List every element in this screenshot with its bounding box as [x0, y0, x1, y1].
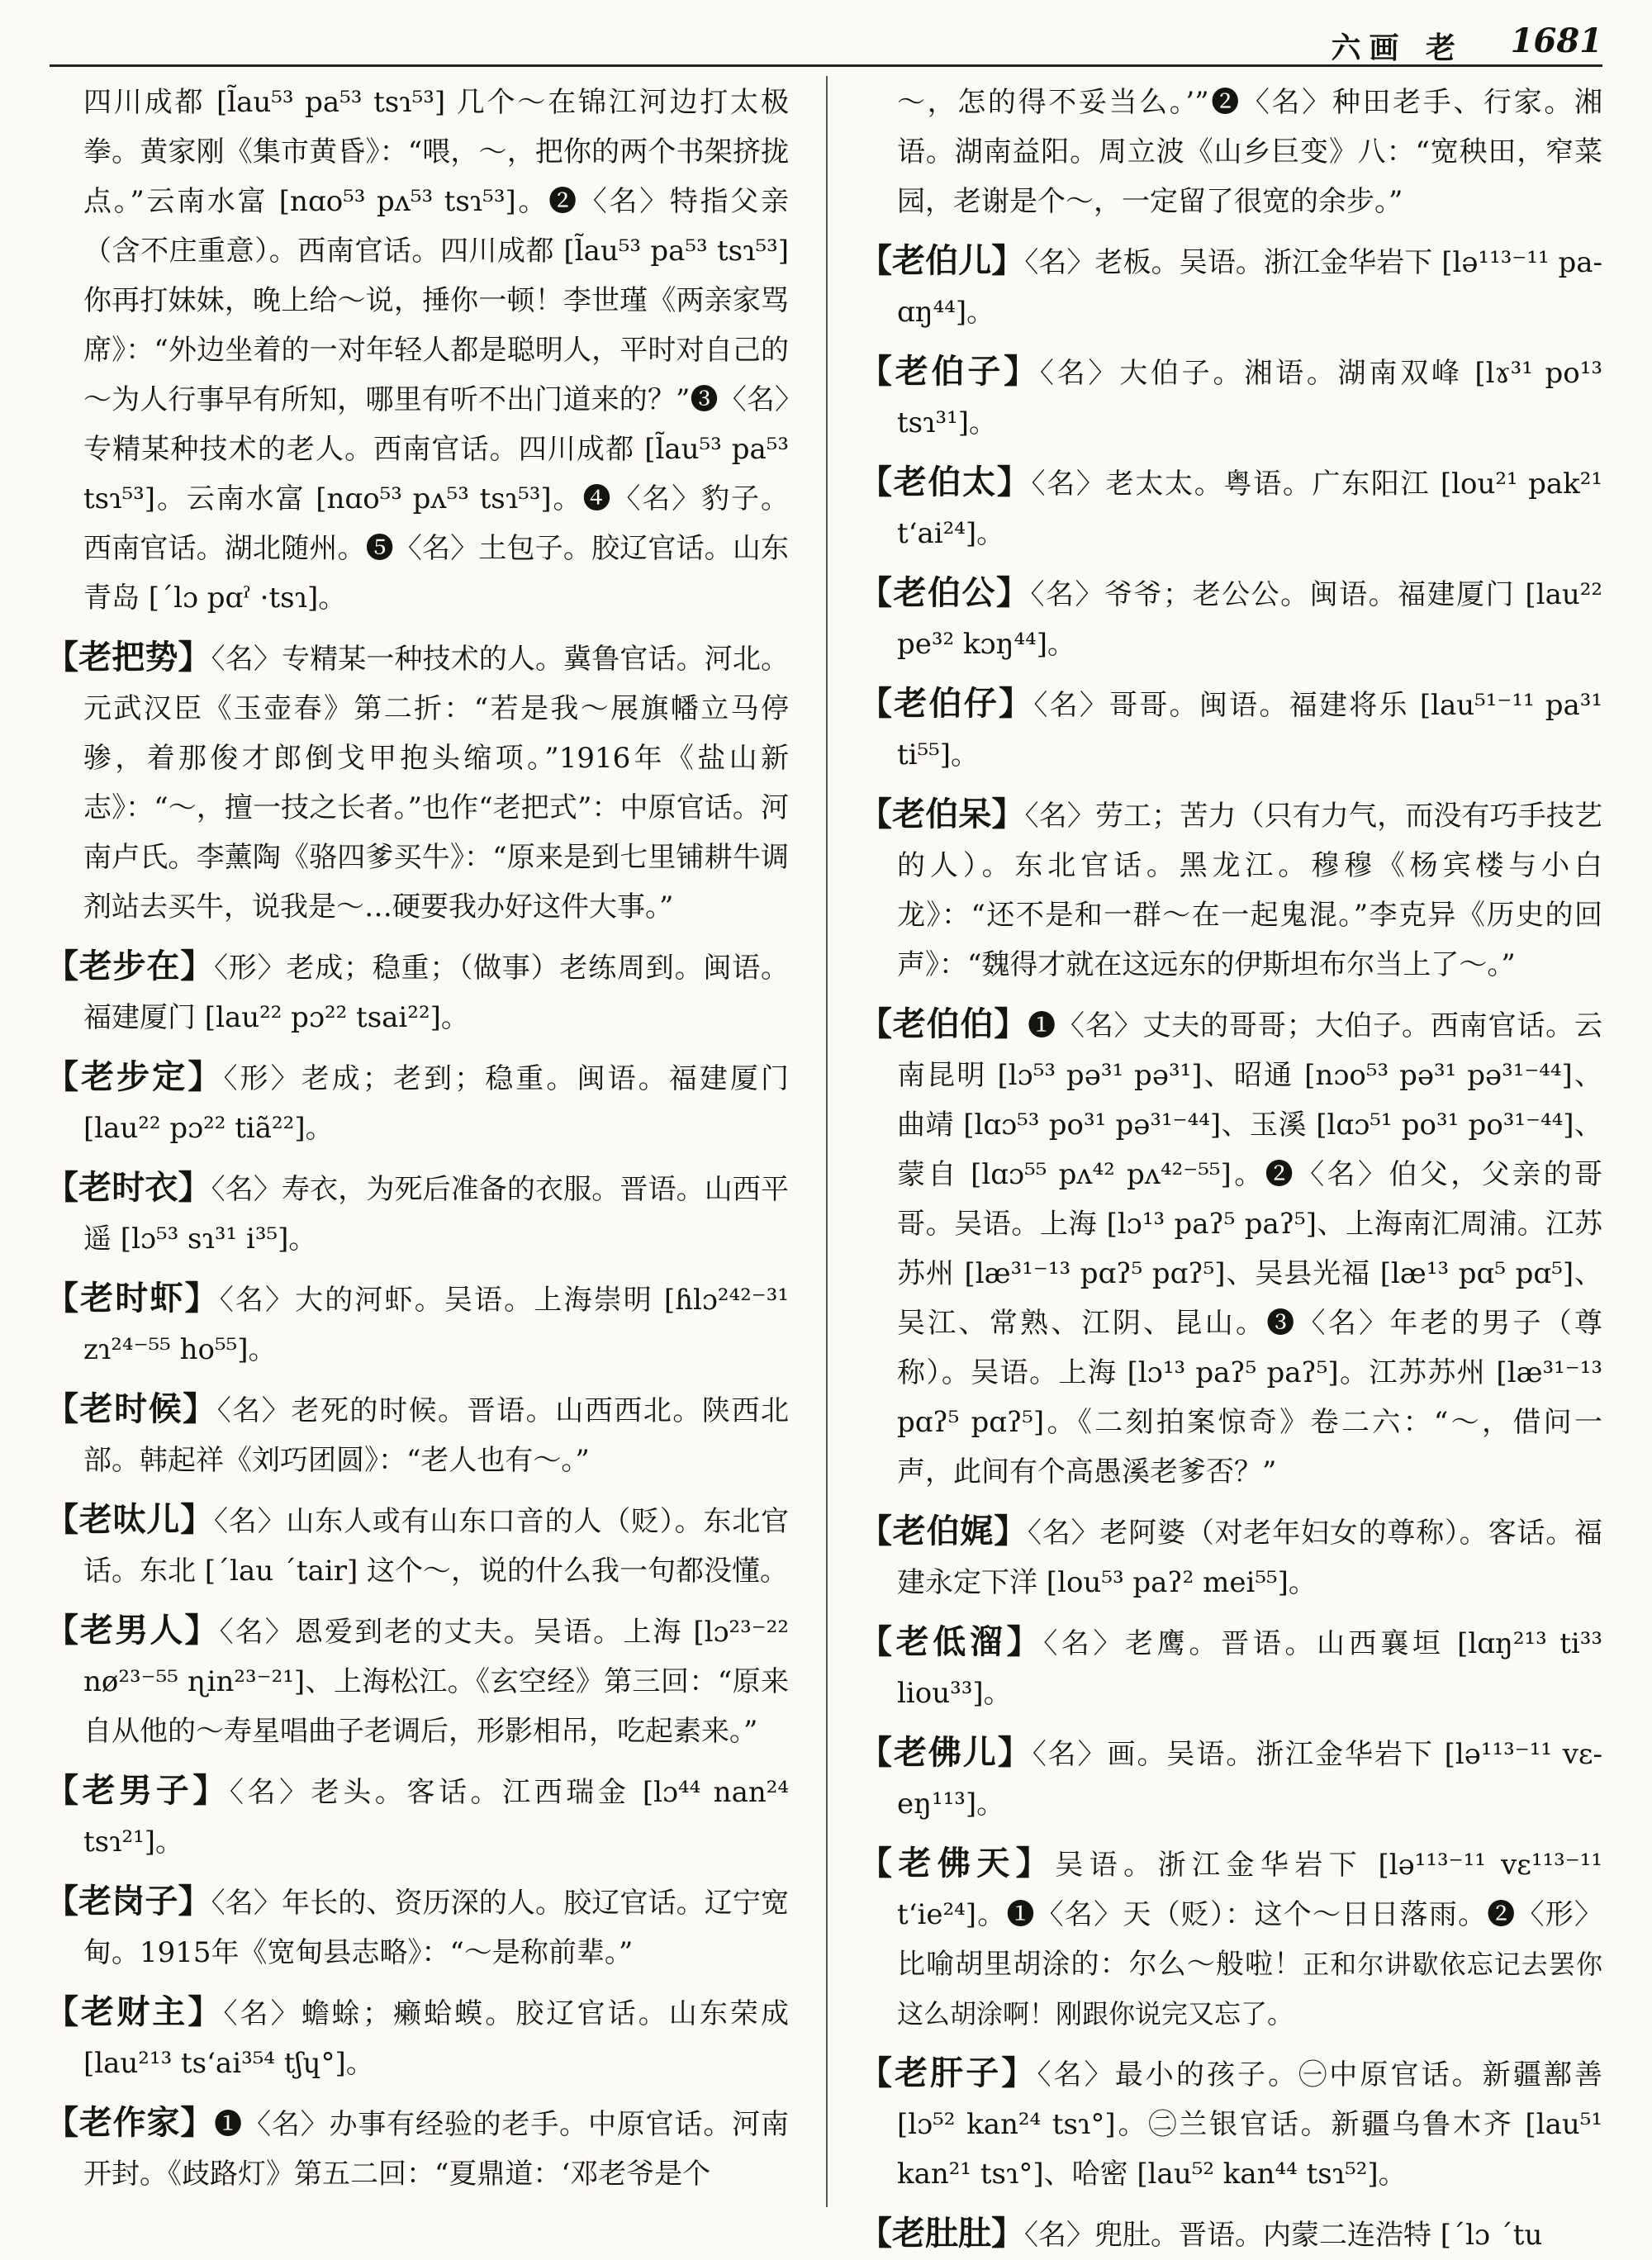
entry-definition: 〈名〉山东人或有山东口音的人（贬）。东北官话。东北 [ˊlau ˊtair] 这个～，说的什么我一句都没懂。 — [83, 1505, 789, 1588]
entry-headword: 【老伯公】 — [859, 573, 1031, 612]
entry-definition: 〈名〉老阿婆（对老年妇女的尊称）。客话。福建永定下洋 [lou⁵³ paʔ² mei⁵⁵]。 — [897, 1517, 1602, 1599]
entry-definition: 〈名〉画。吴语。浙江金华岩下 [lə¹¹³⁻¹¹ vɛ-eŋ¹¹³]。 — [897, 1738, 1603, 1821]
entry-definition: 〈名〉恩爱到老的丈夫。吴语。上海 [lɔ²³⁻²² nø²³⁻⁵⁵ ɳin²³⁻²¹]、上海松江。《玄空经》第三回：“原来自从他的～寿星唱曲子老调后，形影相吊，吃起素来。” — [83, 1616, 790, 1748]
dictionary-entry — [45, 633, 789, 932]
page-number: 1681 — [1510, 21, 1602, 60]
dictionary-entry — [859, 1728, 1602, 1829]
entry-headword: 【老伯呆】 — [859, 795, 1025, 833]
entry-definition: 吴语。浙江金华岩下 [lə¹¹³⁻¹¹ vɛ¹¹³⁻¹¹ tʻie²⁴]。❶〈名〉天（贬）：这个～日日落雨。❷〈形〉比喻胡里胡涂的：尔么～般啦！ — [897, 1849, 1603, 1981]
entry-definition: 〈名〉老死的时候。晋语。山西西北。陕西北部。韩起祥《刘巧团圆》：“老人也有～。” — [83, 1394, 790, 1477]
entry-headword: 【老步在】 — [45, 947, 214, 985]
entry-definition: ❶〈名〉丈夫的哥哥；大伯子。西南官话。云南昆明 [lɔ⁵³ pə³¹ pə³¹]、昭通 [nɔo⁵³ pə³¹ pə³¹⁻⁴⁴]、曲靖 [lɑɔ⁵³ po³¹ pə³¹⁻⁴⁴]、玉溪 [lɑɔ⁵¹ po³¹ po³¹⁻⁴⁴]、蒙自 [lɑɔ⁵⁵ pʌ⁴² pʌ⁴²⁻⁵⁵]。❷〈名〉伯父，父亲的哥哥。吴语。上海 [lɔ¹³ paʔ⁵ paʔ⁵]、上海南汇周浦。江苏苏州 [læ³¹⁻¹³ pɑʔ⁵ pɑʔ⁵]、吴县光福 [læ¹³ pɑ⁵ pɑ⁵]、吴江、常熟、江阴、昆山。❸〈名〉年老的男子（尊称）。吴语。上海 [lɔ¹³ paʔ⁵ paʔ⁵]。江苏苏州 [læ³¹⁻¹³ pɑʔ⁵ pɑʔ⁵]。《二刻拍案惊奇》卷二六：“～，借问一声，此间有个高愚溪老爹否？” — [897, 1009, 1603, 1488]
dictionary-entry — [45, 1052, 789, 1153]
entry-definition: 〈名〉爷爷；老公公。闽语。福建厦门 [lau²² pe³² kɔŋ⁴⁴]。 — [897, 578, 1603, 661]
dictionary-entry — [45, 1163, 789, 1264]
entry-definition: 〈名〉蟾蜍；癞蛤蟆。胶辽官话。山东荣成 [lau²¹³ tsʻai³⁵⁴ tʃɥ°]。 — [83, 1997, 790, 2080]
entry-headword: 【老男子】 — [45, 1771, 230, 1810]
dictionary-entry — [859, 236, 1602, 337]
dictionary-entry — [859, 2049, 1602, 2199]
dictionary-entry — [45, 1495, 789, 1596]
entry-definition: 〈名〉大伯子。湘语。湖南双峰 [lɤ³¹ po¹³ tsɿ³¹]。 — [897, 357, 1603, 439]
entry-headword: 【老岗子】 — [45, 1882, 211, 1921]
entry-definition: 〈名〉最小的孩子。㊀中原官话。新疆鄯善 [lɔ⁵² kan²⁴ tsɿ°]。㊁兰银官话。新疆乌鲁木齐 [lau⁵¹ kan²¹ tsɿ°]、哈密 [lau⁵² kan⁴⁴ tsɿ⁵²]。 — [897, 2058, 1603, 2191]
dictionary-entry — [859, 347, 1602, 448]
entry-headword: 【老步定】 — [45, 1057, 224, 1096]
dictionary-entry — [859, 458, 1602, 558]
dictionary-entry — [45, 1877, 789, 1978]
dictionary-entry — [859, 568, 1602, 669]
entry-definition: 〈名〉兜肚。晋语。内蒙二连浩特 [ˊlɔ ˊtu — [1024, 2219, 1543, 2252]
right-column — [859, 76, 1603, 2253]
entry-headword: 【老财主】 — [45, 1992, 224, 2031]
entry-headword: 【老伯太】 — [859, 463, 1032, 501]
dictionary-entry — [45, 942, 789, 1042]
entry-headword: 【老呔儿】 — [45, 1500, 214, 1539]
dictionary-entry — [45, 1987, 789, 2088]
dictionary-entry — [859, 1839, 1602, 2039]
dictionary-entry — [859, 1617, 1602, 1718]
entry-headword: 【老伯娓】 — [859, 1512, 1028, 1550]
entry-definition: 〈名〉老板。吴语。浙江金华岩下 [lə¹¹³⁻¹¹ pa-ɑŋ⁴⁴]。 — [897, 246, 1602, 329]
entry-headword: 【老肚肚】 — [859, 2214, 1024, 2253]
page-header — [50, 15, 1602, 67]
entry-definition: 〈形〉老成；老到；稳重。闽语。福建厦门 [lau²² pɔ²² tiã²²]。 — [83, 1062, 790, 1145]
column-divider — [826, 76, 828, 2207]
entry-headword: 【老伯仔】 — [859, 684, 1034, 723]
section-title: 六画 老 — [1331, 31, 1464, 65]
entry-headword: 【老作家】 — [45, 2103, 215, 2142]
entry-definition: 〈名〉专精某一种技术的人。冀鲁官话。河北。元武汉臣《玉壶春》第二折：“若是我～展旗幡立马停骖，着那俊才郎倒戈甲抱头缩项。”1916年《盐山新志》：“～，擅一技之长者。”也作“老把式”：中原官话。河南卢氏。李薰陶《骆四爹买牛》：“原来是到七里铺耕牛调剂站去买牛，说我是～…硬要我办好这件大事。” — [83, 643, 790, 923]
entry-definition: 〈名〉寿衣，为死后准备的衣服。晋语。山西平遥 [lɔ⁵³ sɿ³¹ i³⁵]。 — [83, 1173, 790, 1256]
entry-definition: 〈名〉年长的、资历深的人。胶辽官话。辽宁宽甸。1915年《宽甸县志略》：“～是称前辈。” — [83, 1887, 790, 1969]
dictionary-entry — [859, 999, 1602, 1497]
dictionary-entry — [45, 1274, 789, 1375]
entry-definition: 〈名〉劳工；苦力（只有力气，而没有巧手技艺的人）。东北官话。黑龙江。穆穆《杨宾楼与小白龙》：“还不是和一群～在一起鬼混。”李克异《历史的回声》：“魏得才就在这远东的伊斯坦布尔当上了～。” — [897, 800, 1603, 981]
entry-definition: 〈形〉老成；稳重；（做事）老练周到。闽语。福建厦门 [lau²² pɔ²² tsai²²]。 — [83, 952, 789, 1034]
entry-headword: 【老佛儿】 — [859, 1733, 1032, 1772]
entry-definition: 〈名〉老头。客话。江西瑞金 [lɔ⁴⁴ nan²⁴ tsɿ²¹]。 — [83, 1776, 789, 1859]
entry-definition: ❶〈名〉办事有经验的老手。中原官话。河南开封。《歧路灯》第五二回：“夏鼎道：‘邓老爷是个 — [83, 2108, 790, 2191]
entry-headword: 【老佛天】 — [859, 1844, 1056, 1883]
dictionary-entry — [45, 76, 789, 623]
entry-definition: 〈名〉哥哥。闽语。福建将乐 [lau⁵¹⁻¹¹ pa³¹ ti⁵⁵]。 — [897, 689, 1602, 772]
entry-definition: 四川成都 [l̃au⁵³ pa⁵³ tsɿ⁵³] 几个～在锦江河边打太极拳。黄家刚《集市黄昏》：“喂，～，把你的两个书架挤拢点。”云南水富 [nɑo⁵³ pʌ⁵³ tsɿ⁵³]。❷〈名〉特指父亲（含不庄重意）。西南官话。四川成都 [l̃au⁵³ pa⁵³ tsɿ⁵³] 你再打妹妹，晚上给～说，捶你一顿！李世瑾《两亲家骂席》：“外边坐着的一对年轻人都是聪明人，平时对自己的～为人行事早有所知，哪里有听不出门道来的？”❸〈名〉专精某种技术的老人。西南官话。四川成都 [l̃au⁵³ pa⁵³ tsɿ⁵³]。云南水富 [nɑo⁵³ pʌ⁵³ tsɿ⁵³]。❹〈名〉豹子。西南官话。湖北随州。❺〈名〉土包子。胶辽官话。山东青岛 [ˊlɔ pɑˀ ·tsɿ]。 — [83, 86, 789, 615]
entry-example-note: 正和尔讲歇依忘记去罢你这么胡涂啊！刚跟你说完又忘了。 — [897, 1949, 1602, 2030]
dictionary-entry — [859, 2209, 1602, 2260]
entry-headword: 【老时候】 — [45, 1389, 217, 1428]
left-column — [45, 76, 789, 2207]
entry-headword: 【老伯儿】 — [859, 241, 1025, 280]
dictionary-entry — [859, 679, 1602, 780]
entry-headword: 【老肝子】 — [859, 2053, 1037, 2092]
entry-definition: 〈名〉老太太。粤语。广东阳江 [lou²¹ pak²¹ tʻai²⁴]。 — [897, 468, 1603, 550]
entry-headword: 【老时衣】 — [45, 1168, 211, 1207]
dictionary-entry — [45, 1384, 789, 1485]
entry-headword: 【老伯伯】 — [859, 1004, 1028, 1043]
dictionary-entry — [859, 1507, 1602, 1607]
entry-definition: ～，怎的得不妥当么。’”❷〈名〉种田老手、行家。湘语。湖南益阳。周立波《山乡巨变》八：“宽秧田，窄菜园，老谢是个～，一定留了很宽的余步。” — [897, 86, 1602, 218]
dictionary-entry — [859, 76, 1602, 226]
dictionary-entry — [45, 1766, 789, 1867]
entry-headword: 【老时虾】 — [45, 1279, 220, 1318]
dictionary-entry — [859, 790, 1602, 990]
entry-definition: 〈名〉老鹰。晋语。山西襄垣 [lɑŋ²¹³ ti³³ liou³³]。 — [897, 1627, 1603, 1710]
entry-headword: 【老伯子】 — [859, 352, 1040, 391]
entry-headword: 【老男人】 — [45, 1611, 220, 1650]
entry-definition: 〈名〉大的河虾。吴语。上海崇明 [ɦlɔ²⁴²⁻³¹ zɿ²⁴⁻⁵⁵ ho⁵⁵]。 — [83, 1284, 789, 1366]
entry-headword: 【老把势】 — [45, 638, 211, 677]
dictionary-entry — [45, 1606, 789, 1756]
dictionary-entry — [45, 2098, 789, 2199]
entry-headword: 【老低溜】 — [859, 1622, 1044, 1661]
